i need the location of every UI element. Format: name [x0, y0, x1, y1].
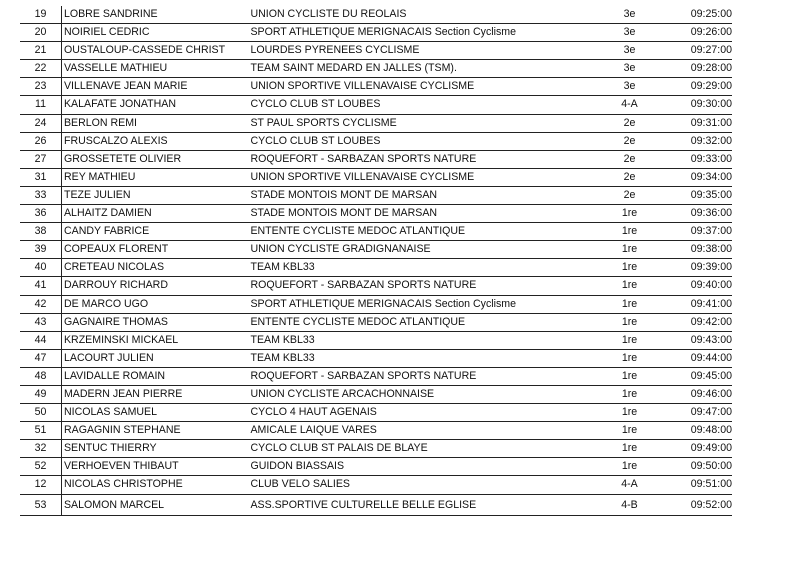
start-time: 09:47:00: [690, 406, 732, 419]
bib-number: 26: [34, 134, 47, 147]
category: 1re: [621, 297, 638, 310]
club-name: TEAM SAINT MEDARD EN JALLES (TSM).: [250, 62, 457, 75]
bib-number: 19: [34, 8, 47, 20]
category: 1re: [621, 261, 638, 274]
club-name: CYCLO CLUB ST PALAIS DE BLAYE: [250, 442, 428, 455]
club-name: UNION CYCLISTE ARCACHONNAISE: [250, 387, 435, 400]
rider-name: GAGNAIRE THOMAS: [61, 313, 249, 331]
category: 2e: [623, 170, 636, 183]
rider-name: RAGAGNIN STEPHANE: [61, 422, 249, 440]
start-time: 09:46:00: [690, 387, 732, 400]
rider-name: MADERN JEAN PIERRE: [61, 385, 249, 403]
bib-number: 40: [34, 261, 47, 274]
bib-number: 24: [34, 116, 47, 129]
rider-name: VASSELLE MATHIEU: [61, 60, 249, 78]
bib-number: 43: [34, 315, 47, 328]
category: 1re: [621, 225, 638, 238]
table-row: [20, 223, 732, 241]
category: 3e: [623, 44, 636, 57]
table-row: [20, 114, 732, 132]
club-name: GUIDON BIASSAIS: [250, 460, 345, 473]
start-time: 09:52:00: [690, 498, 732, 511]
category: 1re: [621, 406, 638, 419]
category: 3e: [623, 80, 636, 93]
category: 1re: [621, 442, 638, 455]
table-row: [20, 168, 732, 186]
rider-name: DE MARCO UGO: [61, 295, 249, 313]
club-name: AMICALE LAIQUE VARES: [250, 424, 377, 437]
start-time: 09:36:00: [690, 207, 732, 220]
table-row: [20, 150, 732, 168]
rider-name: VILLENAVE JEAN MARIE: [61, 78, 249, 96]
table-row: [20, 404, 732, 422]
bib-number: 53: [34, 498, 47, 511]
bib-number: 48: [34, 369, 47, 382]
table-row: [20, 241, 732, 259]
start-time: 09:27:00: [690, 44, 732, 57]
bib-number: 22: [34, 62, 47, 75]
table-row: [20, 331, 732, 349]
start-list-body: [20, 6, 732, 515]
club-name: ST PAUL SPORTS CYCLISME: [250, 116, 397, 129]
table-row: [20, 24, 732, 42]
bib-number: 11: [34, 98, 46, 111]
club-name: ENTENTE CYCLISTE MEDOC ATLANTIQUE: [250, 315, 466, 328]
table-row: [20, 385, 732, 403]
table-row: [20, 295, 732, 313]
rider-name: BERLON REMI: [61, 114, 249, 132]
start-time: 09:32:00: [690, 134, 732, 147]
table-row: [20, 458, 732, 476]
table-row: [20, 349, 732, 367]
bib-number: 12: [34, 478, 47, 491]
start-time: 09:49:00: [690, 442, 732, 455]
table-row: [20, 259, 732, 277]
club-name: UNION CYCLISTE GRADIGNANAISE: [250, 243, 431, 256]
category: 1re: [621, 424, 638, 437]
category: 3e: [623, 8, 636, 20]
category: 4-B: [621, 498, 638, 511]
bib-number: 33: [34, 188, 47, 201]
club-name: CLUB VELO SALIES: [250, 478, 350, 491]
bib-number: 41: [34, 279, 47, 292]
rider-name: LAVIDALLE ROMAIN: [61, 367, 249, 385]
bib-number: 47: [34, 351, 47, 364]
start-time: 09:51:00: [690, 478, 732, 491]
start-time: 09:44:00: [690, 351, 732, 364]
club-name: TEAM KBL33: [250, 261, 315, 274]
club-name: ROQUEFORT - SARBAZAN SPORTS NATURE: [250, 369, 477, 382]
start-time: 09:40:00: [690, 279, 732, 292]
start-time: 09:41:00: [690, 297, 732, 310]
category: 4-A: [621, 98, 638, 111]
start-time: 09:38:00: [690, 243, 732, 256]
club-name: CYCLO CLUB ST LOUBES: [250, 98, 381, 111]
rider-name: VERHOEVEN THIBAUT: [61, 458, 249, 476]
table-row: [20, 78, 732, 96]
start-time: 09:33:00: [690, 152, 732, 165]
start-time: 09:50:00: [690, 460, 732, 473]
bib-number: 51: [34, 424, 47, 437]
club-name: ENTENTE CYCLISTE MEDOC ATLANTIQUE: [250, 225, 466, 238]
table-row: [20, 367, 732, 385]
table-row: [20, 186, 732, 204]
rider-name: OUSTALOUP-CASSEDE CHRIST: [61, 42, 249, 60]
category: 2e: [623, 152, 636, 165]
bib-number: 44: [34, 333, 47, 346]
table-row: [20, 42, 732, 60]
start-time: 09:25:00: [690, 8, 732, 20]
bib-number: 32: [34, 442, 47, 455]
club-name: TEAM KBL33: [250, 333, 315, 346]
club-name: TEAM KBL33: [250, 351, 315, 364]
club-name: ROQUEFORT - SARBAZAN SPORTS NATURE: [250, 279, 477, 292]
rider-name: KRZEMINSKI MICKAEL: [61, 331, 249, 349]
bib-number: 36: [34, 207, 47, 220]
start-time: 09:31:00: [690, 116, 732, 129]
rider-name: REY MATHIEU: [61, 168, 249, 186]
club-name: LOURDES PYRENEES CYCLISME: [250, 44, 420, 57]
start-time: 09:37:00: [690, 225, 732, 238]
category: 1re: [621, 243, 638, 256]
start-time: 09:39:00: [690, 261, 732, 274]
start-time: 09:35:00: [690, 188, 732, 201]
rider-name: NOIRIEL CEDRIC: [61, 24, 249, 42]
category: 3e: [623, 62, 636, 75]
bib-number: 31: [34, 170, 47, 183]
category: 4-A: [621, 478, 638, 491]
bib-number: 21: [34, 44, 47, 57]
rider-name: KALAFATE JONATHAN: [61, 96, 249, 114]
start-time: 09:42:00: [690, 315, 732, 328]
start-time: 09:48:00: [690, 424, 732, 437]
rider-name: SALOMON MARCEL: [61, 494, 249, 515]
category: 1re: [621, 333, 638, 346]
category: 1re: [621, 279, 638, 292]
start-time: 09:43:00: [690, 333, 732, 346]
bib-number: 20: [34, 26, 47, 39]
category: 1re: [621, 369, 638, 382]
club-name: UNION CYCLISTE DU REOLAIS: [250, 8, 407, 20]
rider-name: ALHAITZ DAMIEN: [61, 205, 249, 223]
club-name: STADE MONTOIS MONT DE MARSAN: [250, 207, 438, 220]
category: 1re: [621, 351, 638, 364]
table-row: [20, 422, 732, 440]
club-name: ROQUEFORT - SARBAZAN SPORTS NATURE: [250, 152, 477, 165]
category: 2e: [623, 188, 636, 201]
rider-name: COPEAUX FLORENT: [61, 241, 249, 259]
table-row: [20, 6, 732, 24]
bib-number: 39: [34, 243, 47, 256]
category: 1re: [621, 207, 638, 220]
club-name: SPORT ATHLETIQUE MERIGNACAIS Section Cyclisme: [250, 297, 516, 310]
club-name: CYCLO CLUB ST LOUBES: [250, 134, 381, 147]
category: 1re: [621, 315, 638, 328]
start-time: 09:29:00: [690, 80, 732, 93]
start-time: 09:26:00: [690, 26, 732, 39]
table-row: [20, 313, 732, 331]
rider-name: TEZE JULIEN: [61, 186, 249, 204]
rider-name: FRUSCALZO ALEXIS: [61, 132, 249, 150]
bib-number: 42: [34, 297, 47, 310]
bib-number: 23: [34, 80, 47, 93]
start-time: 09:45:00: [690, 369, 732, 382]
club-name: CYCLO 4 HAUT AGENAIS: [250, 406, 377, 419]
category: 2e: [623, 134, 636, 147]
club-name: STADE MONTOIS MONT DE MARSAN: [250, 188, 438, 201]
rider-name: DARROUY RICHARD: [61, 277, 249, 295]
rider-name: GROSSETETE OLIVIER: [61, 150, 249, 168]
table-row: [20, 132, 732, 150]
bib-number: 38: [34, 225, 47, 238]
rider-name: CRETEAU NICOLAS: [61, 259, 249, 277]
bib-number: 52: [34, 460, 47, 473]
start-time: 09:34:00: [690, 170, 732, 183]
table-row: [20, 440, 732, 458]
rider-name: LACOURT JULIEN: [61, 349, 249, 367]
category: 2e: [623, 116, 636, 129]
rider-name: SENTUC THIERRY: [61, 440, 249, 458]
category: 3e: [623, 26, 636, 39]
bib-number: 50: [34, 406, 47, 419]
category: 1re: [621, 387, 638, 400]
rider-name: NICOLAS SAMUEL: [61, 404, 249, 422]
table-row: [20, 476, 732, 494]
start-time: 09:28:00: [690, 62, 732, 75]
club-name: ASS.SPORTIVE CULTURELLE BELLE EGLISE: [250, 498, 477, 511]
rider-name: CANDY FABRICE: [61, 223, 249, 241]
table-row: [20, 205, 732, 223]
start-time: 09:30:00: [690, 98, 732, 111]
bib-number: 27: [34, 152, 47, 165]
table-row: [20, 494, 732, 515]
table-row: [20, 96, 732, 114]
category: 1re: [621, 460, 638, 473]
rider-name: NICOLAS CHRISTOPHE: [61, 476, 249, 494]
table-row: [20, 60, 732, 78]
club-name: UNION SPORTIVE VILLENAVAISE CYCLISME: [250, 80, 475, 93]
table-row: [20, 277, 732, 295]
rider-name: LOBRE SANDRINE: [61, 6, 249, 24]
club-name: UNION SPORTIVE VILLENAVAISE CYCLISME: [250, 170, 475, 183]
club-name: SPORT ATHLETIQUE MERIGNACAIS Section Cyclisme: [250, 26, 516, 39]
bib-number: 49: [34, 387, 47, 400]
start-list-table: [20, 6, 732, 516]
